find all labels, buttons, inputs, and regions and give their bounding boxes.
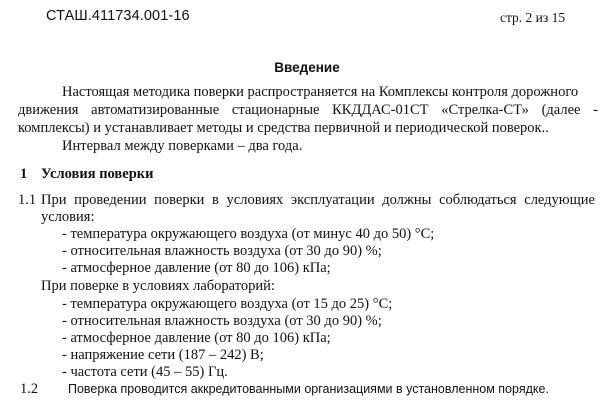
intro-paragraph-line-1: Настоящая методика поверки распространяется на Комплексы контроля дорожного (62, 84, 579, 100)
lab-condition-frequency: - частота сети (45 – 55) Гц. (62, 364, 228, 380)
interval-text: Интервал между поверками – два года. (62, 138, 303, 154)
operating-condition-pressure: - атмосферное давление (от 80 до 106) кПа; (62, 260, 331, 276)
item-1-1-text-line-1: При проведении поверки в условиях эксплуатации должны соблюдаться следующие (41, 192, 595, 208)
item-1-2-number: 1.2 (20, 381, 39, 397)
intro-paragraph-line-2: движения автоматизированные стационарные ККДДАС-01СТ «Стрелка-СТ» (далее - (18, 102, 598, 118)
item-1-2-text: Поверка проводится аккредитованными организациями в установленном порядке. (68, 382, 549, 396)
operating-condition-humidity: - относительная влажность воздуха (от 30 до 90) %; (62, 243, 382, 259)
lab-condition-humidity: - относительная влажность воздуха (от 30 до 90) %; (62, 313, 382, 329)
item-1-1-text-line-2: условия: (41, 209, 95, 225)
lab-condition-temperature: - температура окружающего воздуха (от 15 до 25) °С; (62, 296, 393, 312)
section-title: Условия поверки (41, 166, 154, 182)
page-number: стр. 2 из 15 (500, 10, 566, 25)
operating-condition-temperature: - температура окружающего воздуха (от минус 40 до 50) °С; (62, 226, 435, 242)
lab-conditions-intro: При поверке в условиях лабораторий: (41, 278, 275, 294)
lab-condition-voltage: - напряжение сети (187 – 242) В; (62, 347, 264, 363)
document-code: СТАШ.411734.001-16 (46, 8, 190, 24)
section-number: 1 (20, 166, 28, 182)
item-1-1-number: 1.1 (18, 192, 37, 208)
introduction-heading: Введение (274, 60, 340, 75)
lab-condition-pressure: - атмосферное давление (от 80 до 106) кПа; (62, 330, 331, 346)
intro-paragraph-line-3: комплексы) и устанавливает методы и средства первичной и периодической поверок.. (18, 120, 549, 136)
